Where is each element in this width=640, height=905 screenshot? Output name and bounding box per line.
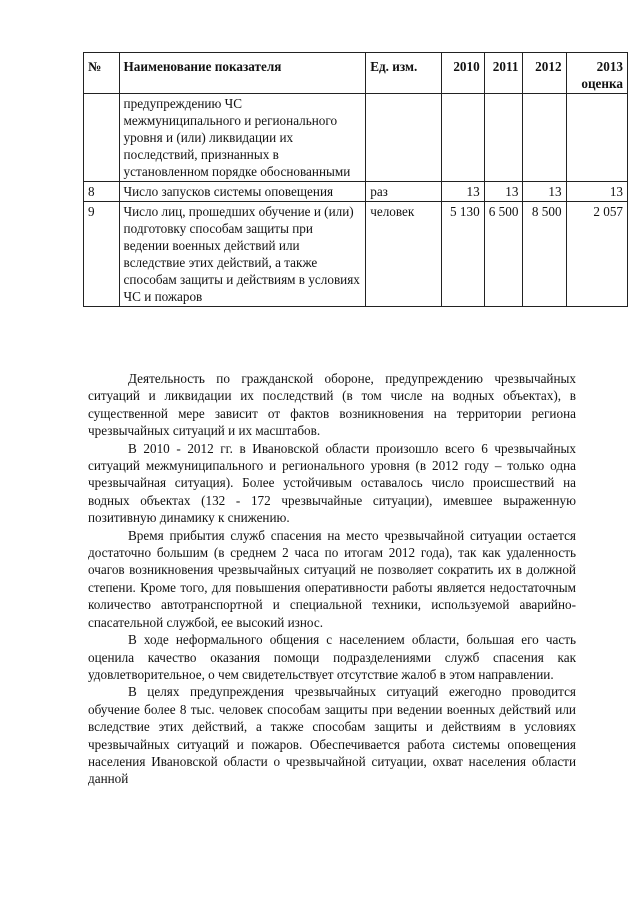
row-value-2012 — [523, 94, 566, 182]
row-value-2011 — [484, 94, 523, 182]
header-number: № — [84, 53, 120, 94]
row-unit: раз — [366, 182, 441, 202]
row-value-2013 — [566, 94, 627, 182]
header-indicator-name: Наименование показателя — [119, 53, 366, 94]
table-row — [84, 182, 628, 202]
row-indicator-name: Число запусков системы оповещения — [119, 182, 366, 202]
row-value-2012: 13 — [523, 182, 566, 202]
table-header-row — [84, 53, 628, 94]
table-row — [84, 94, 628, 182]
row-value-2011: 13 — [484, 182, 523, 202]
row-indicator-name: Число лиц, прошедших обучение и (или) подготовку способам защиты при ведении военных действий или вследствие этих действий, а также способам защиты и действиям в условиях ЧС и пожаров — [119, 202, 366, 307]
row-number: 8 — [84, 182, 120, 202]
body-text — [88, 370, 576, 788]
paragraph: В целях предупреждения чрезвычайных ситуаций ежегодно проводится обучение более 8 тыс. человек способам защиты при ведении военных действий или вследствие этих действий, а также способам защиты и действиям в условиях чрезвычайных ситуаций и пожаров. Обеспечивается работа системы оповещения населения Ивановской области о чрезвычайной ситуации, охват населения области данной — [88, 684, 576, 787]
row-number: 9 — [84, 202, 120, 307]
row-unit: человек — [366, 202, 441, 307]
row-value-2013: 2 057 — [566, 202, 627, 307]
paragraph: Время прибытия служб спасения на место чрезвычайной ситуации остается достаточно большим (в среднем 2 часа по итогам 2012 года), так как удаленность очагов возникновения чрезвычайных ситуаций не позволяет сократить их в должной степени. Кроме того, для повышения оперативности работы является недостаточным количество автотранспортной и специальной техники, используемой аварийно-спасательной службой, ее высокий износ. — [88, 527, 576, 630]
table-row — [84, 202, 628, 307]
paragraph: В ходе неформального общения с населением области, большая его часть оценила качество оказания помощи подразделениями служб спасения как удовлетворительное, о чем свидетельствует отсутствие жалоб в этом направлении. — [88, 632, 576, 682]
row-value-2011: 6 500 — [484, 202, 523, 307]
row-unit — [366, 94, 441, 182]
row-value-2013: 13 — [566, 182, 627, 202]
header-year-2013-estimate: 2013 оценка — [566, 53, 627, 94]
row-value-2010: 5 130 — [441, 202, 484, 307]
row-value-2010 — [441, 94, 484, 182]
row-number — [84, 94, 120, 182]
header-year-2012: 2012 — [523, 53, 566, 94]
header-unit: Ед. изм. — [366, 53, 441, 94]
indicators-table — [83, 52, 628, 307]
paragraph: В 2010 - 2012 гг. в Ивановской области произошло всего 6 чрезвычайных ситуаций межмуниципального и регионального уровня (в 2012 году – только одна чрезвычайная ситуация). Более устойчивым оставалось число происшествий на водных объектах (132 - 172 чрезвычайные ситуации), имевшее выраженную позитивную динамику к снижению. — [88, 440, 576, 526]
paragraph: Деятельность по гражданской обороне, предупреждению чрезвычайных ситуаций и ликвидации их последствий (в том числе на водных объектах), в существенной мере зависит от фактов возникновения на территории региона чрезвычайных ситуаций и их масштабов. — [88, 371, 576, 439]
row-value-2012: 8 500 — [523, 202, 566, 307]
row-value-2010: 13 — [441, 182, 484, 202]
header-year-2010: 2010 — [441, 53, 484, 94]
header-year-2011: 2011 — [484, 53, 523, 94]
row-indicator-name: предупреждению ЧС межмуниципального и регионального уровня и (или) ликвидации их последствий, признанных в установленном порядке обоснованными — [119, 94, 366, 182]
